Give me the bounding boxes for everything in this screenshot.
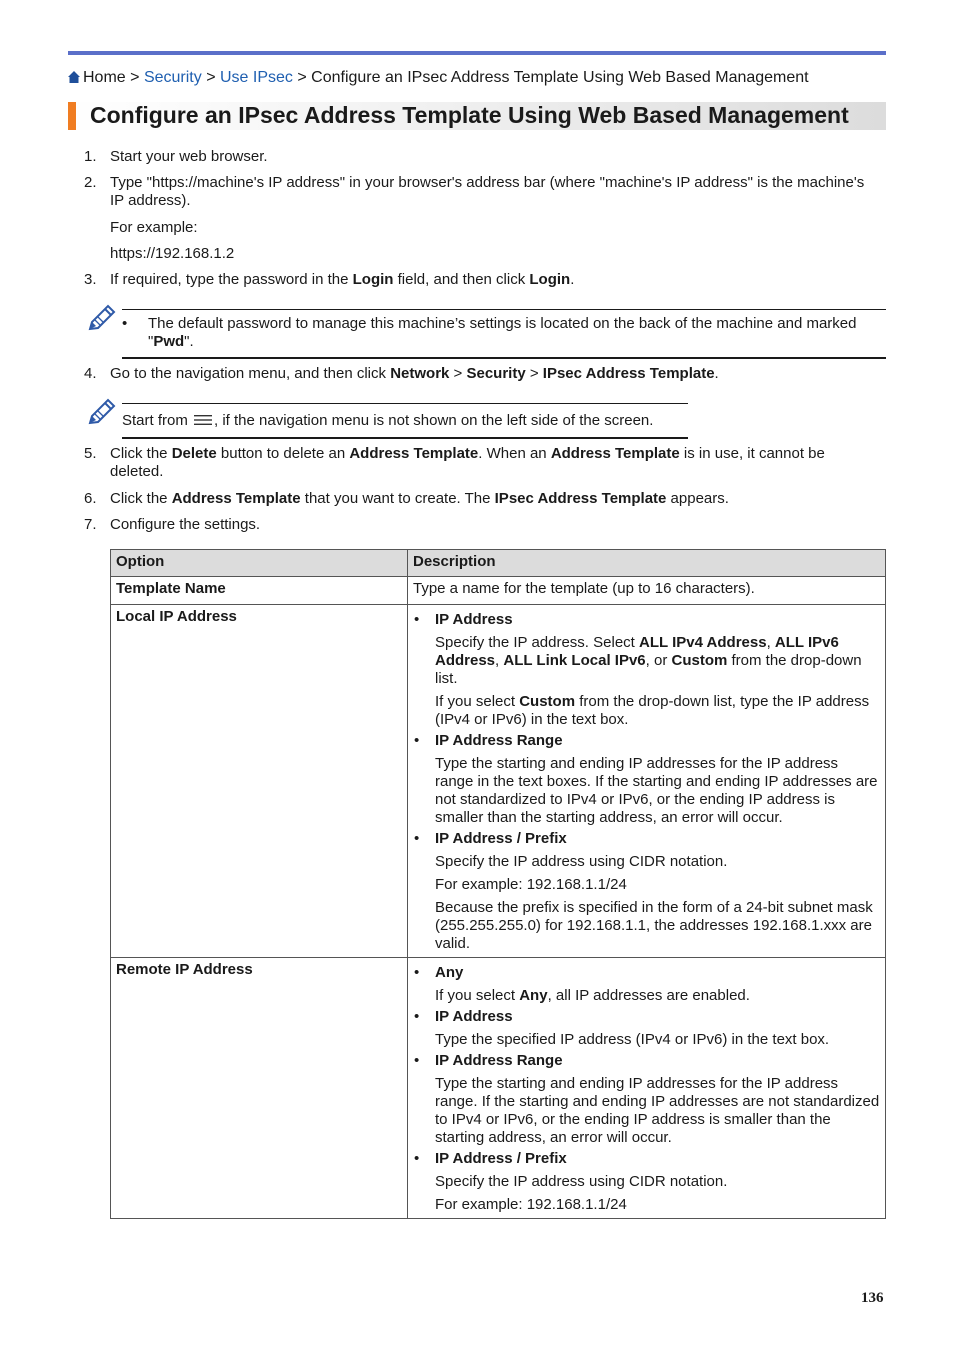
- table-row: Template Name Type a name for the template (up to 16 characters).: [111, 577, 886, 605]
- pencil-note-icon: [86, 302, 118, 334]
- note2-rule-bottom: [122, 437, 688, 439]
- table-row: Remote IP Address • Any If you select Any, all IP addresses are enabled. • IP Address Type the specified IP address (IPv4 or IPv6) in the text box. • IP Address Range Type the starting and ending IP addresses for the IP address range. If the starting and ending IP addresses are not standardized to IPv4 or IPv6, or the ending IP address is smaller than the starting address, an error will occur. • IP Address / Prefix Specify the IP address using CIDR notation. For example: 192.168.1.1/24: [111, 958, 886, 1219]
- example-url: https://192.168.1.2: [110, 245, 235, 262]
- top-rule: [68, 51, 886, 55]
- table-row: Local IP Address • IP Address Specify the IP address. Select ALL IPv4 Address, ALL IPv6 Address, ALL Link Local IPv6, or Custom from the drop-down list. If you select Custom from the drop-down list, type the IP address (IPv4 or IPv6) in the text box. • IP Address Range Type the starting and ending IP addresses for the IP address range in the text boxes. If the starting and ending IP addresses are not standardized to IPv4 or IPv6, or the ending IP address is smaller than the starting address, an error will occur. • IP Address / Prefix Specify the IP address using CIDR notation. For example: 192.168.1.1/24 Because the prefix is specified in the form of a 24-bit subnet mask (255.255.255.0) for 192.168.1.1, the addresses 192.168.1.xxx are valid.: [111, 605, 886, 958]
- page-number: 136: [861, 1290, 884, 1306]
- breadcrumb-use-ipsec-link[interactable]: Use IPsec: [219, 69, 293, 86]
- note-navigation-menu: Start from , if the navigation menu is not shown on the left side of the screen.: [122, 412, 654, 429]
- breadcrumb-home[interactable]: Home: [83, 69, 126, 86]
- pencil-note-icon: [86, 396, 118, 428]
- page-title: Configure an IPsec Address Template Using Web Based Management: [90, 102, 849, 128]
- note-default-password: • The default password to manage this machine’s settings is located on the back of the machine and marked "Pwd".: [122, 315, 857, 350]
- breadcrumb-security-link[interactable]: Security: [143, 69, 202, 86]
- home-icon[interactable]: [68, 71, 80, 83]
- note2-rule-top: [122, 403, 688, 404]
- menu-icon: [194, 414, 212, 426]
- settings-table: [110, 549, 886, 1219]
- note-rule-top: [122, 309, 886, 310]
- breadcrumb-current: Configure an IPsec Address Template Using Web Based Management: [311, 69, 809, 86]
- example-label: For example:: [110, 219, 198, 236]
- table-header-row: [111, 550, 886, 577]
- breadcrumb: Home > Security > Use IPsec > Configure an IPsec Address Template Using Web Based Management: [68, 68, 809, 88]
- note-rule-bottom: [122, 357, 886, 359]
- header-description: Description: [408, 550, 886, 577]
- title-bar: [68, 102, 886, 130]
- title-accent: [68, 102, 76, 130]
- header-option: Option: [111, 550, 408, 577]
